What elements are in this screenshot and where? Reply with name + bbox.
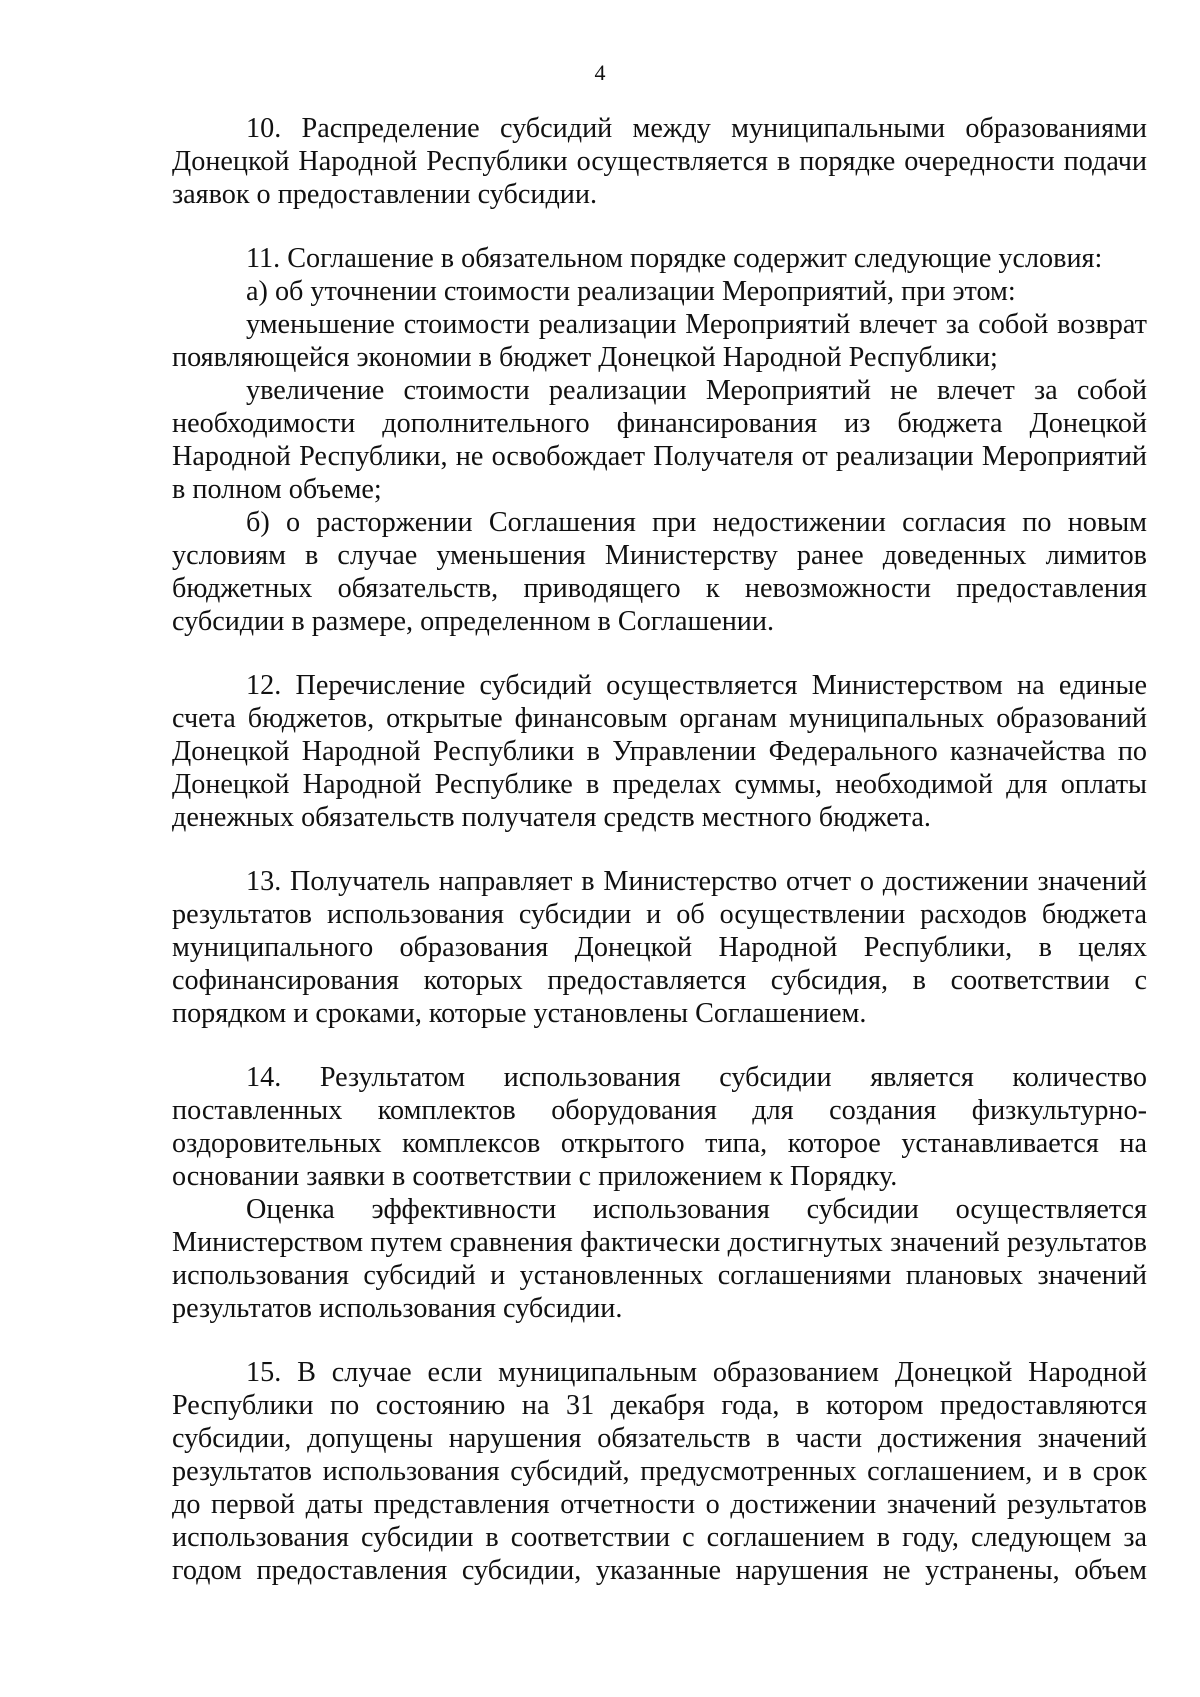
paragraph-14: 14. Результатом использования субсидии является количество поставленных комплектов оборудования для создания физкультурно-оздоровительных комплексов открытого типа, которое устанавливается на основании заявки в соответствии с приложением к Порядку. (172, 1062, 1147, 1192)
paragraph-11: 11. Соглашение в обязательном порядке содержит следующие условия: (246, 243, 1103, 274)
paragraph-14-evaluation: Оценка эффективности использования субсидии осуществляется Министерством путем сравнения фактически достигнутых значений результатов использования субсидий и установленных соглашениями плановых значений результатов использования субсидии. (172, 1194, 1147, 1324)
paragraph-15: 15. В случае если муниципальным образованием Донецкой Народной Республики по состоянию на 31 декабря года, в котором предоставляются субсидии, допущены нарушения обязательств в части достижения значений результатов использования субсидий, предусмотренных соглашением, и в срок до первой даты представления отчетности о достижении значений результатов использования субсидии в соответствии с соглашением в году, следующем за годом предоставления субсидии, указанные нарушения не устранены, объем (172, 1357, 1147, 1586)
document-body (172, 112, 1147, 1587)
paragraph-12: 12. Перечисление субсидий осуществляется Министерством на единые счета бюджетов, открытые финансовым органам муниципальных образований Донецкой Народной Республики в Управлении Федерального казначейства по Донецкой Народной Республике в пределах суммы, необходимой для оплаты денежных обязательств получателя средств местного бюджета. (172, 670, 1147, 833)
paragraph-10: 10. Распределение субсидий между муниципальными образованиями Донецкой Народной Республики осуществляется в порядке очередности подачи заявок о предоставлении субсидии. (172, 113, 1147, 210)
paragraph-11-a-increase: увеличение стоимости реализации Мероприятий не влечет за собой необходимости дополнительного финансирования из бюджета Донецкой Народной Республики, не освобождает Получателя от реализации Мероприятий в полном объеме; (172, 375, 1147, 505)
paragraph-13: 13. Получатель направляет в Министерство отчет о достижении значений результатов использования субсидии и об осуществлении расходов бюджета муниципального образования Донецкой Народной Республики, в целях софинансирования которых предоставляется субсидия, в соответствии с порядком и сроками, которые установлены Соглашением. (172, 866, 1147, 1029)
paragraph-11-b: б) о расторжении Соглашения при недостижении согласия по новым условиям в случае уменьшения Министерству ранее доведенных лимитов бюджетных обязательств, приводящего к невозможности предоставления субсидии в размере, определенном в Соглашении. (172, 507, 1147, 637)
page-number: 4 (594, 60, 606, 85)
paragraph-11-a: а) об уточнении стоимости реализации Мероприятий, при этом: (246, 276, 1016, 307)
paragraph-11-a-decrease: уменьшение стоимости реализации Мероприятий влечет за собой возврат появляющейся экономии в бюджет Донецкой Народной Республики; (172, 309, 1147, 373)
